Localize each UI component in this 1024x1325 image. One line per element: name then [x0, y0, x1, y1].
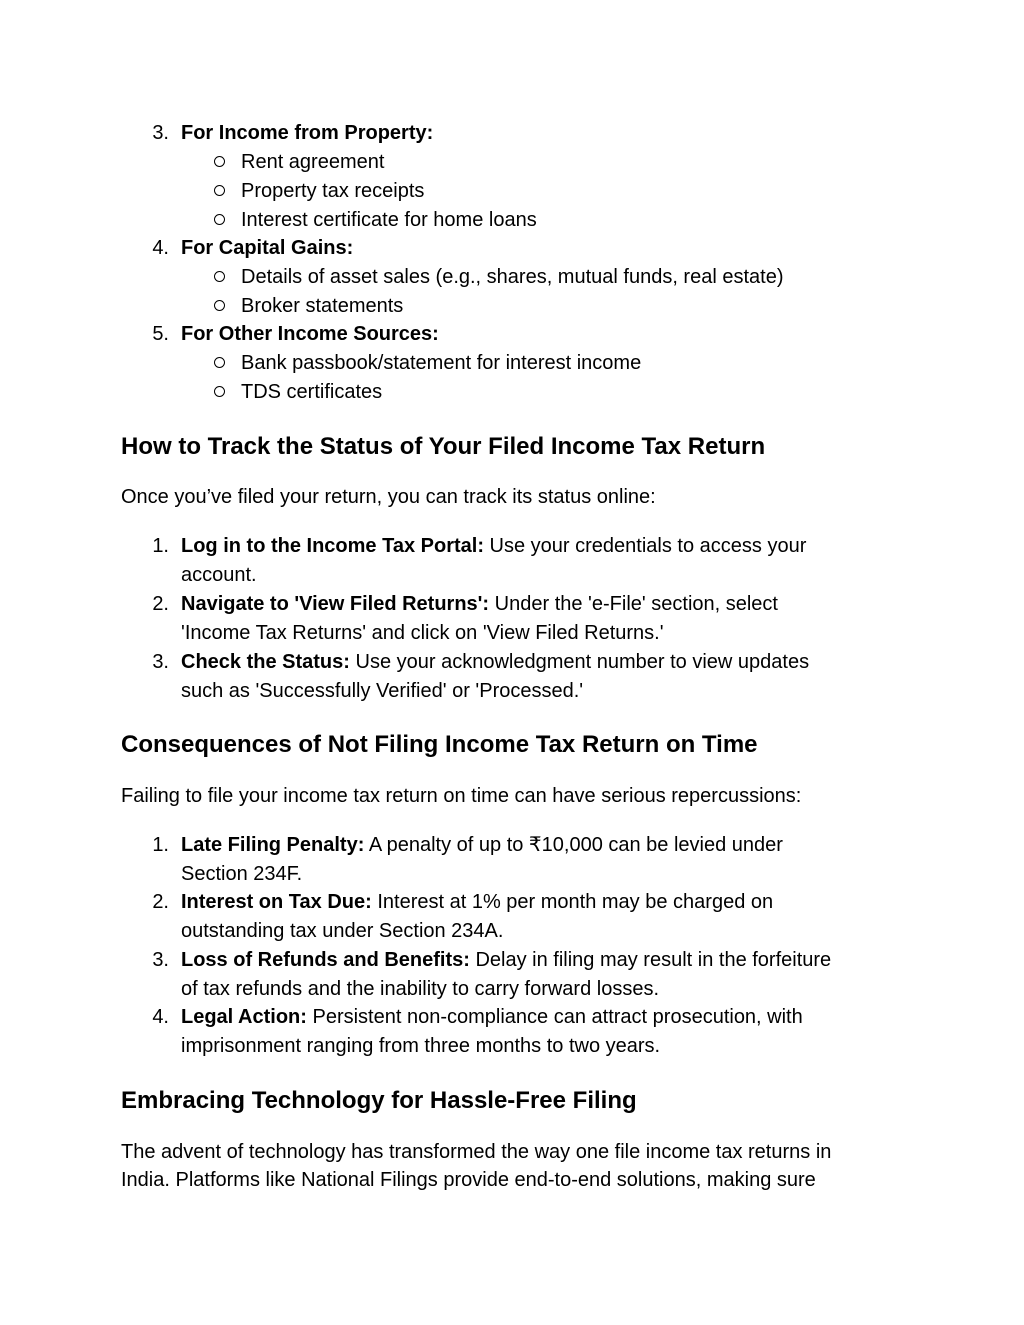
list-item-continuation: of tax refunds and the inability to carry forward losses.	[181, 978, 660, 1000]
bullet-icon	[209, 148, 229, 177]
sub-list-item: Details of asset sales (e.g., shares, mutual funds, real estate)	[241, 266, 784, 288]
list-number: 3.	[152, 122, 169, 144]
sub-list-item: Rent agreement	[241, 151, 385, 173]
list-number: 2.	[152, 593, 169, 615]
list-number: 4.	[152, 1006, 169, 1028]
list-number: 3.	[152, 651, 169, 673]
bullet-icon	[209, 177, 229, 206]
list-item-title: For Other Income Sources:	[181, 323, 439, 345]
list-item-continuation: 'Income Tax Returns' and click on 'View Filed Returns.'	[181, 622, 664, 644]
list-number: 5.	[152, 323, 169, 345]
list-item: Legal Action: Persistent non-compliance can attract prosecution, with	[181, 1006, 803, 1028]
list-item-continuation: account.	[181, 564, 257, 586]
sub-list-item: Property tax receipts	[241, 180, 425, 202]
list-number: 1.	[152, 834, 169, 856]
sub-list-item: Broker statements	[241, 295, 404, 317]
list-item: Navigate to 'View Filed Returns': Under the 'e-File' section, select	[181, 593, 778, 615]
paragraph: Failing to file your income tax return on time can have serious repercussions:	[121, 785, 802, 807]
sub-list-item: Bank passbook/statement for interest income	[241, 352, 642, 374]
list-item-title: For Income from Property:	[181, 122, 434, 144]
list-number: 4.	[152, 237, 169, 259]
list-number: 2.	[152, 891, 169, 913]
paragraph-line: India. Platforms like National Filings provide end-to-end solutions, making sure	[121, 1169, 816, 1191]
list-item-continuation: imprisonment ranging from three months to two years.	[181, 1035, 661, 1057]
list-item-continuation: outstanding tax under Section 234A.	[181, 920, 504, 942]
paragraph: Once you’ve filed your return, you can track its status online:	[121, 486, 656, 508]
list-item-continuation: such as 'Successfully Verified' or 'Processed.'	[181, 680, 584, 702]
sub-list-item: Interest certificate for home loans	[241, 209, 537, 231]
list-item: Late Filing Penalty: A penalty of up to ₹10,000 can be levied under	[181, 834, 783, 856]
list-item-title: For Capital Gains:	[181, 237, 354, 259]
list-item: Interest on Tax Due: Interest at 1% per month may be charged on	[181, 891, 774, 913]
list-item: Check the Status: Use your acknowledgment number to view updates	[181, 651, 810, 673]
list-item: Log in to the Income Tax Portal: Use your credentials to access your	[181, 535, 807, 557]
bullet-icon	[209, 206, 229, 235]
sub-list-item: TDS certificates	[241, 381, 383, 403]
bullet-icon	[209, 378, 229, 407]
list-number: 1.	[152, 535, 169, 557]
list-item: Loss of Refunds and Benefits: Delay in filing may result in the forfeiture	[181, 949, 832, 971]
list-number: 3.	[152, 949, 169, 971]
section-heading: Consequences of Not Filing Income Tax Return on Time	[121, 731, 758, 758]
bullet-icon	[209, 263, 229, 292]
bullet-icon	[209, 292, 229, 321]
list-item-continuation: Section 234F.	[181, 863, 303, 885]
section-heading: Embracing Technology for Hassle-Free Filing	[121, 1087, 637, 1114]
bullet-icon	[209, 349, 229, 378]
section-heading: How to Track the Status of Your Filed Income Tax Return	[121, 433, 766, 460]
paragraph-line: The advent of technology has transformed the way one file income tax returns in	[121, 1141, 832, 1163]
